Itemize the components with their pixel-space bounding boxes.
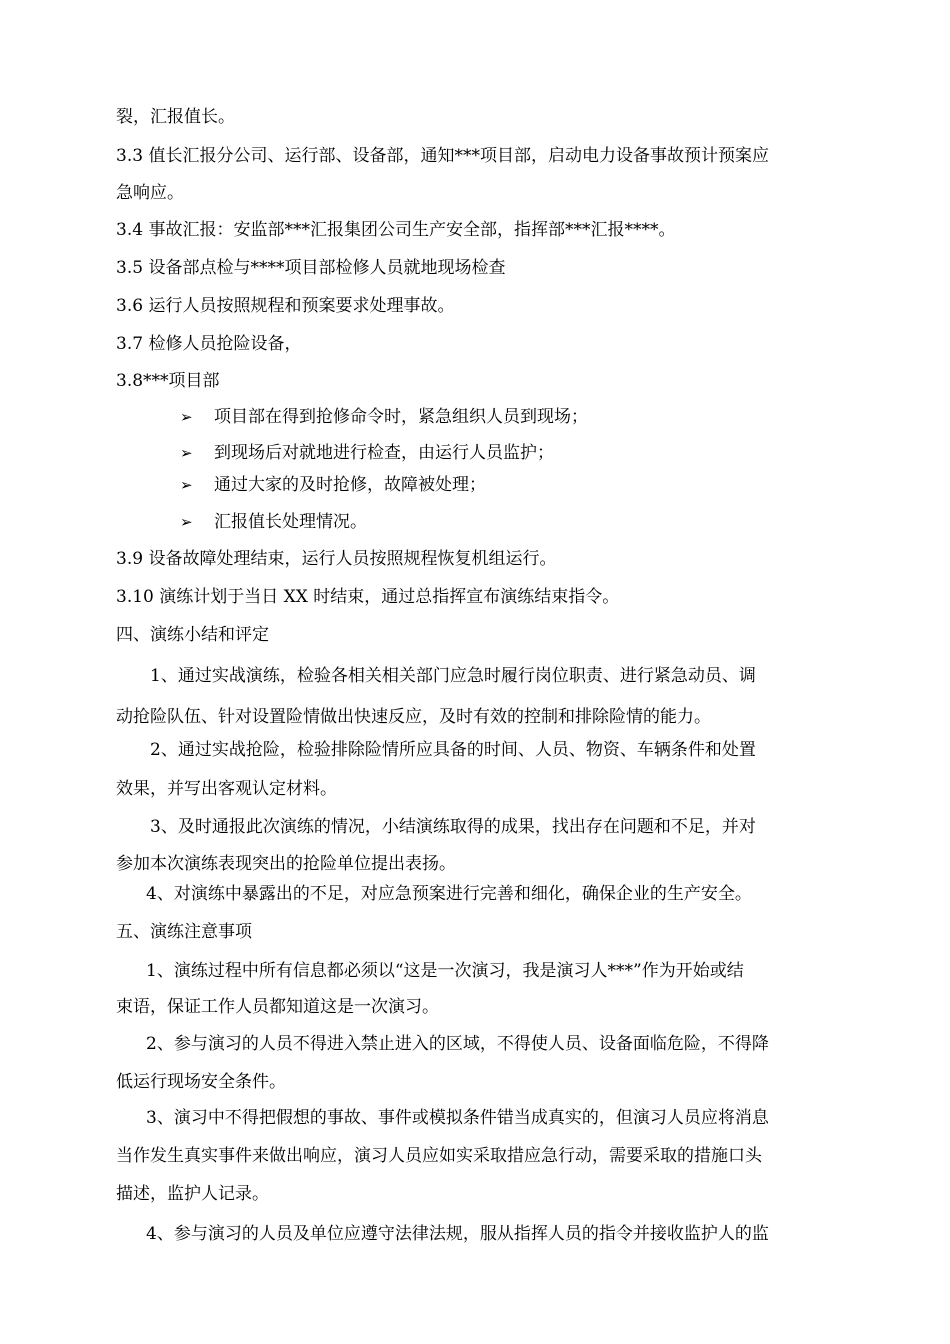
text-line: 裂，汇报值长。 [116,107,235,127]
paragraph-line: 4、对演练中暴露出的不足，对应急预案进行完善和细化，确保企业的生产安全。 [146,884,752,904]
text-line: 3.7 检修人员抢险设备， [116,334,302,354]
text-line: 3.5 设备部点检与****项目部检修人员就地现场检查 [116,258,506,278]
text-line: 急响应。 [116,183,184,203]
bullet-arrow-icon: ➢ [180,513,193,531]
text-line: 3.3 值长汇报分公司、运行部、设备部，通知***项目部，启动电力设备事故预计预案应 [116,146,769,166]
paragraph-line: 3、演习中不得把假想的事故、事件或模拟条件错当成真实的，但演习人员应将消息 [146,1108,769,1128]
paragraph-line: 低运行现场安全条件。 [116,1072,286,1092]
bullet-arrow-icon: ➢ [180,408,193,426]
paragraph-line: 参加本次演练表现突出的抢险单位提出表扬。 [116,854,456,874]
section-heading: 四、演练小结和评定 [116,625,269,645]
paragraph-line: 1、演练过程中所有信息都必须以“这是一次演习，我是演习人***”作为开始或结 [146,961,744,981]
bullet-arrow-icon: ➢ [180,476,193,494]
paragraph-line: 1、通过实战演练，检验各相关相关部门应急时履行岗位职责、进行紧急动员、调 [150,666,756,686]
paragraph-line: 当作发生真实事件来做出响应，演习人员应如实采取措应急行动，需要采取的措施口头 [116,1146,762,1166]
text-line: 3.9 设备故障处理结束，运行人员按照规程恢复机组运行。 [116,549,557,569]
text-line: 3.10 演练计划于当日 XX 时结束，通过总指挥宣布演练结束指令。 [116,587,620,607]
paragraph-line: 2、通过实战抢险，检验排除险情所应具备的时间、人员、物资、车辆条件和处置 [150,740,756,760]
bullet-item: 项目部在得到抢修命令时，紧急组织人员到现场； [214,407,588,427]
paragraph-line: 束语，保证工作人员都知道这是一次演习。 [116,997,439,1017]
paragraph-line: 描述，监护人记录。 [116,1184,269,1204]
paragraph-line: 动抢险队伍、针对设置险情做出快速反应，及时有效的控制和排除险情的能力。 [116,707,711,727]
section-heading: 五、演练注意事项 [116,922,252,942]
paragraph-line: 3、及时通报此次演练的情况，小结演练取得的成果，找出存在问题和不足，并对 [150,817,756,837]
bullet-item: 汇报值长处理情况。 [214,512,367,532]
text-line: 3.8***项目部 [116,371,220,391]
text-line: 3.4 事故汇报：安监部***汇报集团公司生产安全部，指挥部***汇报****。 [116,220,676,240]
paragraph-line: 4、参与演习的人员及单位应遵守法律法规，服从指挥人员的指令并接收监护人的监 [146,1224,769,1244]
bullet-item: 通过大家的及时抢修，故障被处理； [214,475,486,495]
paragraph-line: 2、参与演习的人员不得进入禁止进入的区域，不得使人员、设备面临危险，不得降 [146,1034,769,1054]
text-line: 3.6 运行人员按照规程和预案要求处理事故。 [116,296,455,316]
paragraph-line: 效果，并写出客观认定材料。 [116,779,337,799]
bullet-item: 到现场后对就地进行检查，由运行人员监护； [214,443,554,463]
bullet-arrow-icon: ➢ [180,444,193,462]
